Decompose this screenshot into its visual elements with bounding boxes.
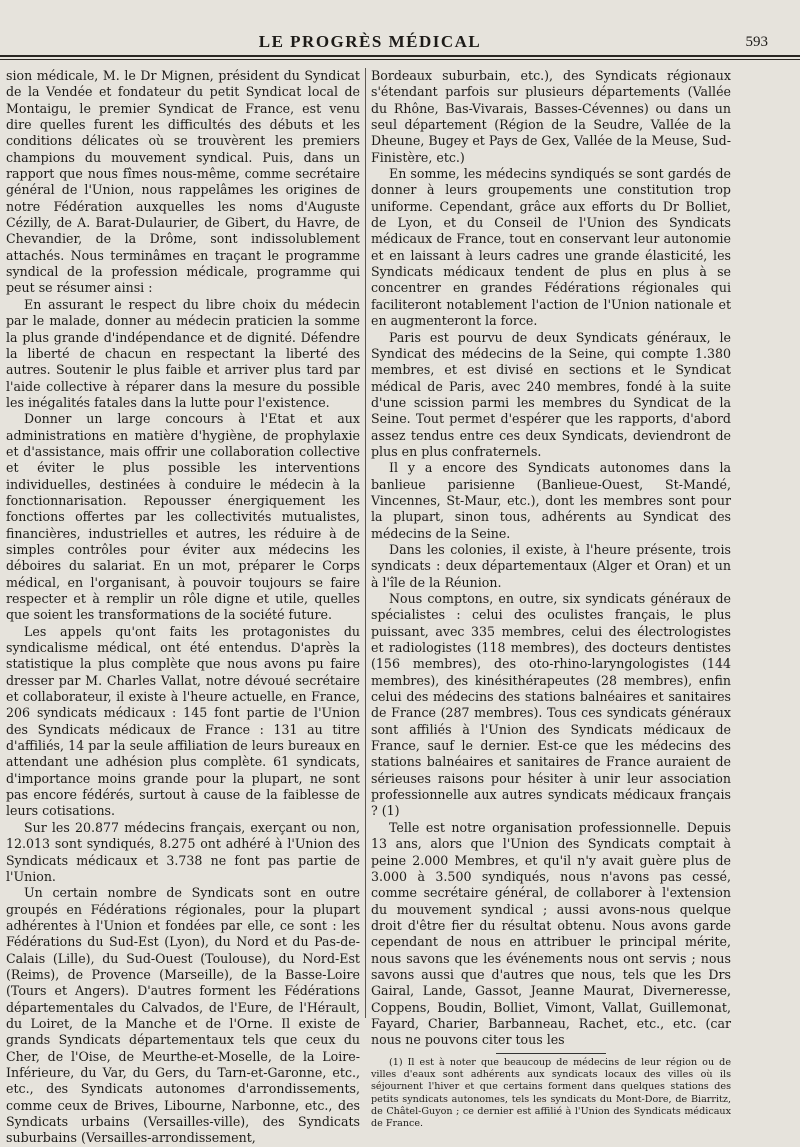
paragraph: En somme, les médecins syndiqués se sont gardés de donner à leurs groupements une constitution trop uniforme. Cependant, grâce aux efforts du Dr Bolliet, de Lyon, et du Conseil de l'Union des Syndicats médicaux de France, tout en conservant leur autonomie et en laissant à leurs cadres une grande élasticité, les Syndicats médicaux tendent de plus en plus à se concentrer en grandes Fédérations régionales qui faciliteront notablement l'action de l'Union nationale et en augmenteront la force. xyxy=(371,166,731,329)
paragraph: Sur les 20.877 médecins français, exerçant ou non, 12.013 sont syndiqués, 8.275 ont adhéré à l'Union des Syndicats médicaux et 3.738 ne font pas partie de l'Union. xyxy=(6,819,360,884)
journal-title: LE PROGRÈS MÉDICAL xyxy=(258,32,482,51)
paragraph: Telle est notre organisation professionnelle. Depuis 13 ans, alors que l'Union des Syndicats comptait à peine 2.000 Membres, et qu'il n'y avait guère plus de 3.000 à 3.500 syndiqués, nous n'avons pas cessé, comme secrétaire général, de collaborer à l'extension du mouvement syndical ; aussi avons-nous quelque droit d'être fier du résultat obtenu. Nous avons garde cependant de nous en attribuer le principal mérite, nous savons que les événements nous ont servis ; nous savons aussi que d'autres que nous, tels que les Drs Gairal, Lande, Gassot, Jeanne Maurat, Diverneresse, Coppens, Boudin, Bolliet, Vimont, Vallat, Guillemonat, Fayard, Charier, Barbanneau, Rachet, etc., etc. (car nous ne pouvons citer tous les xyxy=(371,819,731,1048)
paragraph: Il y a encore des Syndicats autonomes dans la banlieue parisienne (Banlieue-Ouest, St-Mandé, Vincennes, St-Maur, etc.), dont les membres sont pour la plupart, sinon tous, adhérents au Syndicat des médecins de la Seine. xyxy=(371,460,731,541)
page-number: 593 xyxy=(745,34,768,50)
paragraph: Bordeaux suburbain, etc.), des Syndicats régionaux s'étendant parfois sur plusieurs départements (Vallée du Rhône, Bas-Vivarais, Basses-Cévennes) ou dans un seul département (Région de la Seudre, Vallée de la Dheune, Bugey et Pays de Gex, Vallée de la Meuse, Sud-Finistère, etc.) xyxy=(371,68,731,165)
right-column xyxy=(371,68,731,1130)
paragraph: Donner un large concours à l'Etat et aux administrations en matière d'hygiène, de prophylaxie et d'assistance, mais offrir une collaboration collective et éviter le plus possible les interventions individuelles, destinées à conduire le médecin à la fonctionnarisation. Repousser énergiquement les fonctions offertes par les collectivités mutualistes, financières, industrielles et autres, les réduire à de simples contrôles pour éviter aux médecins les déboires du salariat. En un mot, préparer le Corps médical, en l'organisant, à pouvoir toujours se faire respecter et à remplir un rôle digne et utile, quelles que soient les transformations de la société future. xyxy=(6,411,360,623)
header-rule-thin xyxy=(0,59,800,60)
footnote-rule xyxy=(496,1053,606,1054)
paragraph: Les appels qu'ont faits les protagonistes du syndicalisme médical, ont été entendus. D'après la statistique la plus complète que nous avons pu faire dresser par M. Charles Vallat, notre dévoué secrétaire et collaborateur, il existe à l'heure actuelle, en France, 206 syndicats médicaux : 145 font partie de l'Union des Syndicats médicaux de France : 131 au titre d'affiliés, 14 par la seule affiliation de leurs bureaux en attendant une adhésion plus complète. 61 syndicats, d'importance moins grande pour la plupart, ne sont pas encore fédérés, surtout à cause de la faiblesse de leurs cotisations. xyxy=(6,623,360,819)
paragraph: sion médicale, M. le Dr Mignen, président du Syndicat de la Vendée et fondateur du petit Syndicat local de Montaigu, le premier Syndicat de France, est venu dire quelles furent les difficultés des débuts et les conditions délicates où se trouvèrent les premiers champions du mouvement syndical. Puis, dans un rapport que nous fîmes nous-même, comme secrétaire général de l'Union, nous rappelâmes les origines de notre Fédération auxquelles les noms d'Auguste Cézilly, de A. Barat-Dulaurier, de Gibert, du Havre, de Chevandier, de la Drôme, sont indissolublement attachés. Nous terminâmes en traçant le programme syndical de la profession médicale, programme qui peut se résumer ainsi : xyxy=(6,68,360,296)
page-header xyxy=(0,30,800,54)
paragraph: Paris est pourvu de deux Syndicats généraux, le Syndicat des médecins de la Seine, qui compte 1.380 membres, et est divisé en sections et le Syndicat médical de Paris, avec 240 membres, fondé à la suite d'une scission parmi les membres du Syndicat de la Seine. Tout permet d'espérer que les rapports, d'abord assez tendus entre ces deux Syndicats, deviendront de plus en plus confraternels. xyxy=(371,329,731,459)
paragraph: Nous comptons, en outre, six syndicats généraux de spécialistes : celui des oculistes français, le plus puissant, avec 335 membres, celui des électrologistes et radiologistes (118 membres), des docteurs dentistes (156 membres), des oto-rhino-laryngologistes (144 membres), des kinésithérapeutes (28 membres), enfin celui des médecins des stations balnéaires et sanitaires de France (287 membres). Tous ces syndicats généraux sont affiliés à l'Union des Syndicats médicaux de France, sauf le dernier. Est-ce que les médecins des stations balnéaires et sanitaires de France auraient de sérieuses raisons pour hésiter à unir leur association professionnelle aux autres syndicats médicaux français ? (1) xyxy=(371,591,731,819)
paragraph: En assurant le respect du libre choix du médecin par le malade, donner au médecin praticien la somme la plus grande d'indépendance et de dignité. Défendre la liberté de chacun en respectant la liberté des autres. Soutenir le plus faible et arriver plus tard par l'aide collective à réparer dans la mesure du possible les inégalités fatales dans la lutte pour l'existence. xyxy=(6,296,360,410)
column-divider xyxy=(365,68,366,1018)
footnote: (1) Il est à noter que beaucoup de médecins de leur région ou de villes d'eaux sont adhérents aux syndicats locaux des villes où ils séjournent l'hiver et que certains forment dans quelques stations des petits syndicats autonomes, tels les syndicats du Mont-Dore, de Biarritz, de Châtel-Guyon ; ce dernier est affilié à l'Union des Syndicats médicaux de France. xyxy=(371,1056,731,1130)
left-column xyxy=(6,68,360,1147)
header-rule xyxy=(0,55,800,57)
paragraph: Un certain nombre de Syndicats sont en outre groupés en Fédérations régionales, pour la plupart adhérentes à l'Union et fondées par elle, ce sont : les Fédérations du Sud-Est (Lyon), du Nord et du Pas-de-Calais (Lille), du Sud-Ouest (Toulouse), du Nord-Est (Reims), de Provence (Marseille), de la Basse-Loire (Tours et Angers). D'autres forment les Fédérations départementales du Calvados, de l'Eure, de l'Hérault, du Loiret, de la Manche et de l'Orne. Il existe de grands Syndicats départementaux tels que ceux du Cher, de l'Oise, de Meurthe-et-Moselle, de la Loire-Inférieure, du Var, du Gers, du Tarn-et-Garonne, etc., etc., des Syndicats autonomes d'arrondissements, comme ceux de Brives, Libourne, Narbonne, etc., des Syndicats urbains (Versailles-ville), des Syndicats suburbains (Versailles-arrondissement, xyxy=(6,885,360,1146)
paragraph: Dans les colonies, il existe, à l'heure présente, trois syndicats : deux départementaux (Alger et Oran) et un à l'île de la Réunion. xyxy=(371,541,731,590)
